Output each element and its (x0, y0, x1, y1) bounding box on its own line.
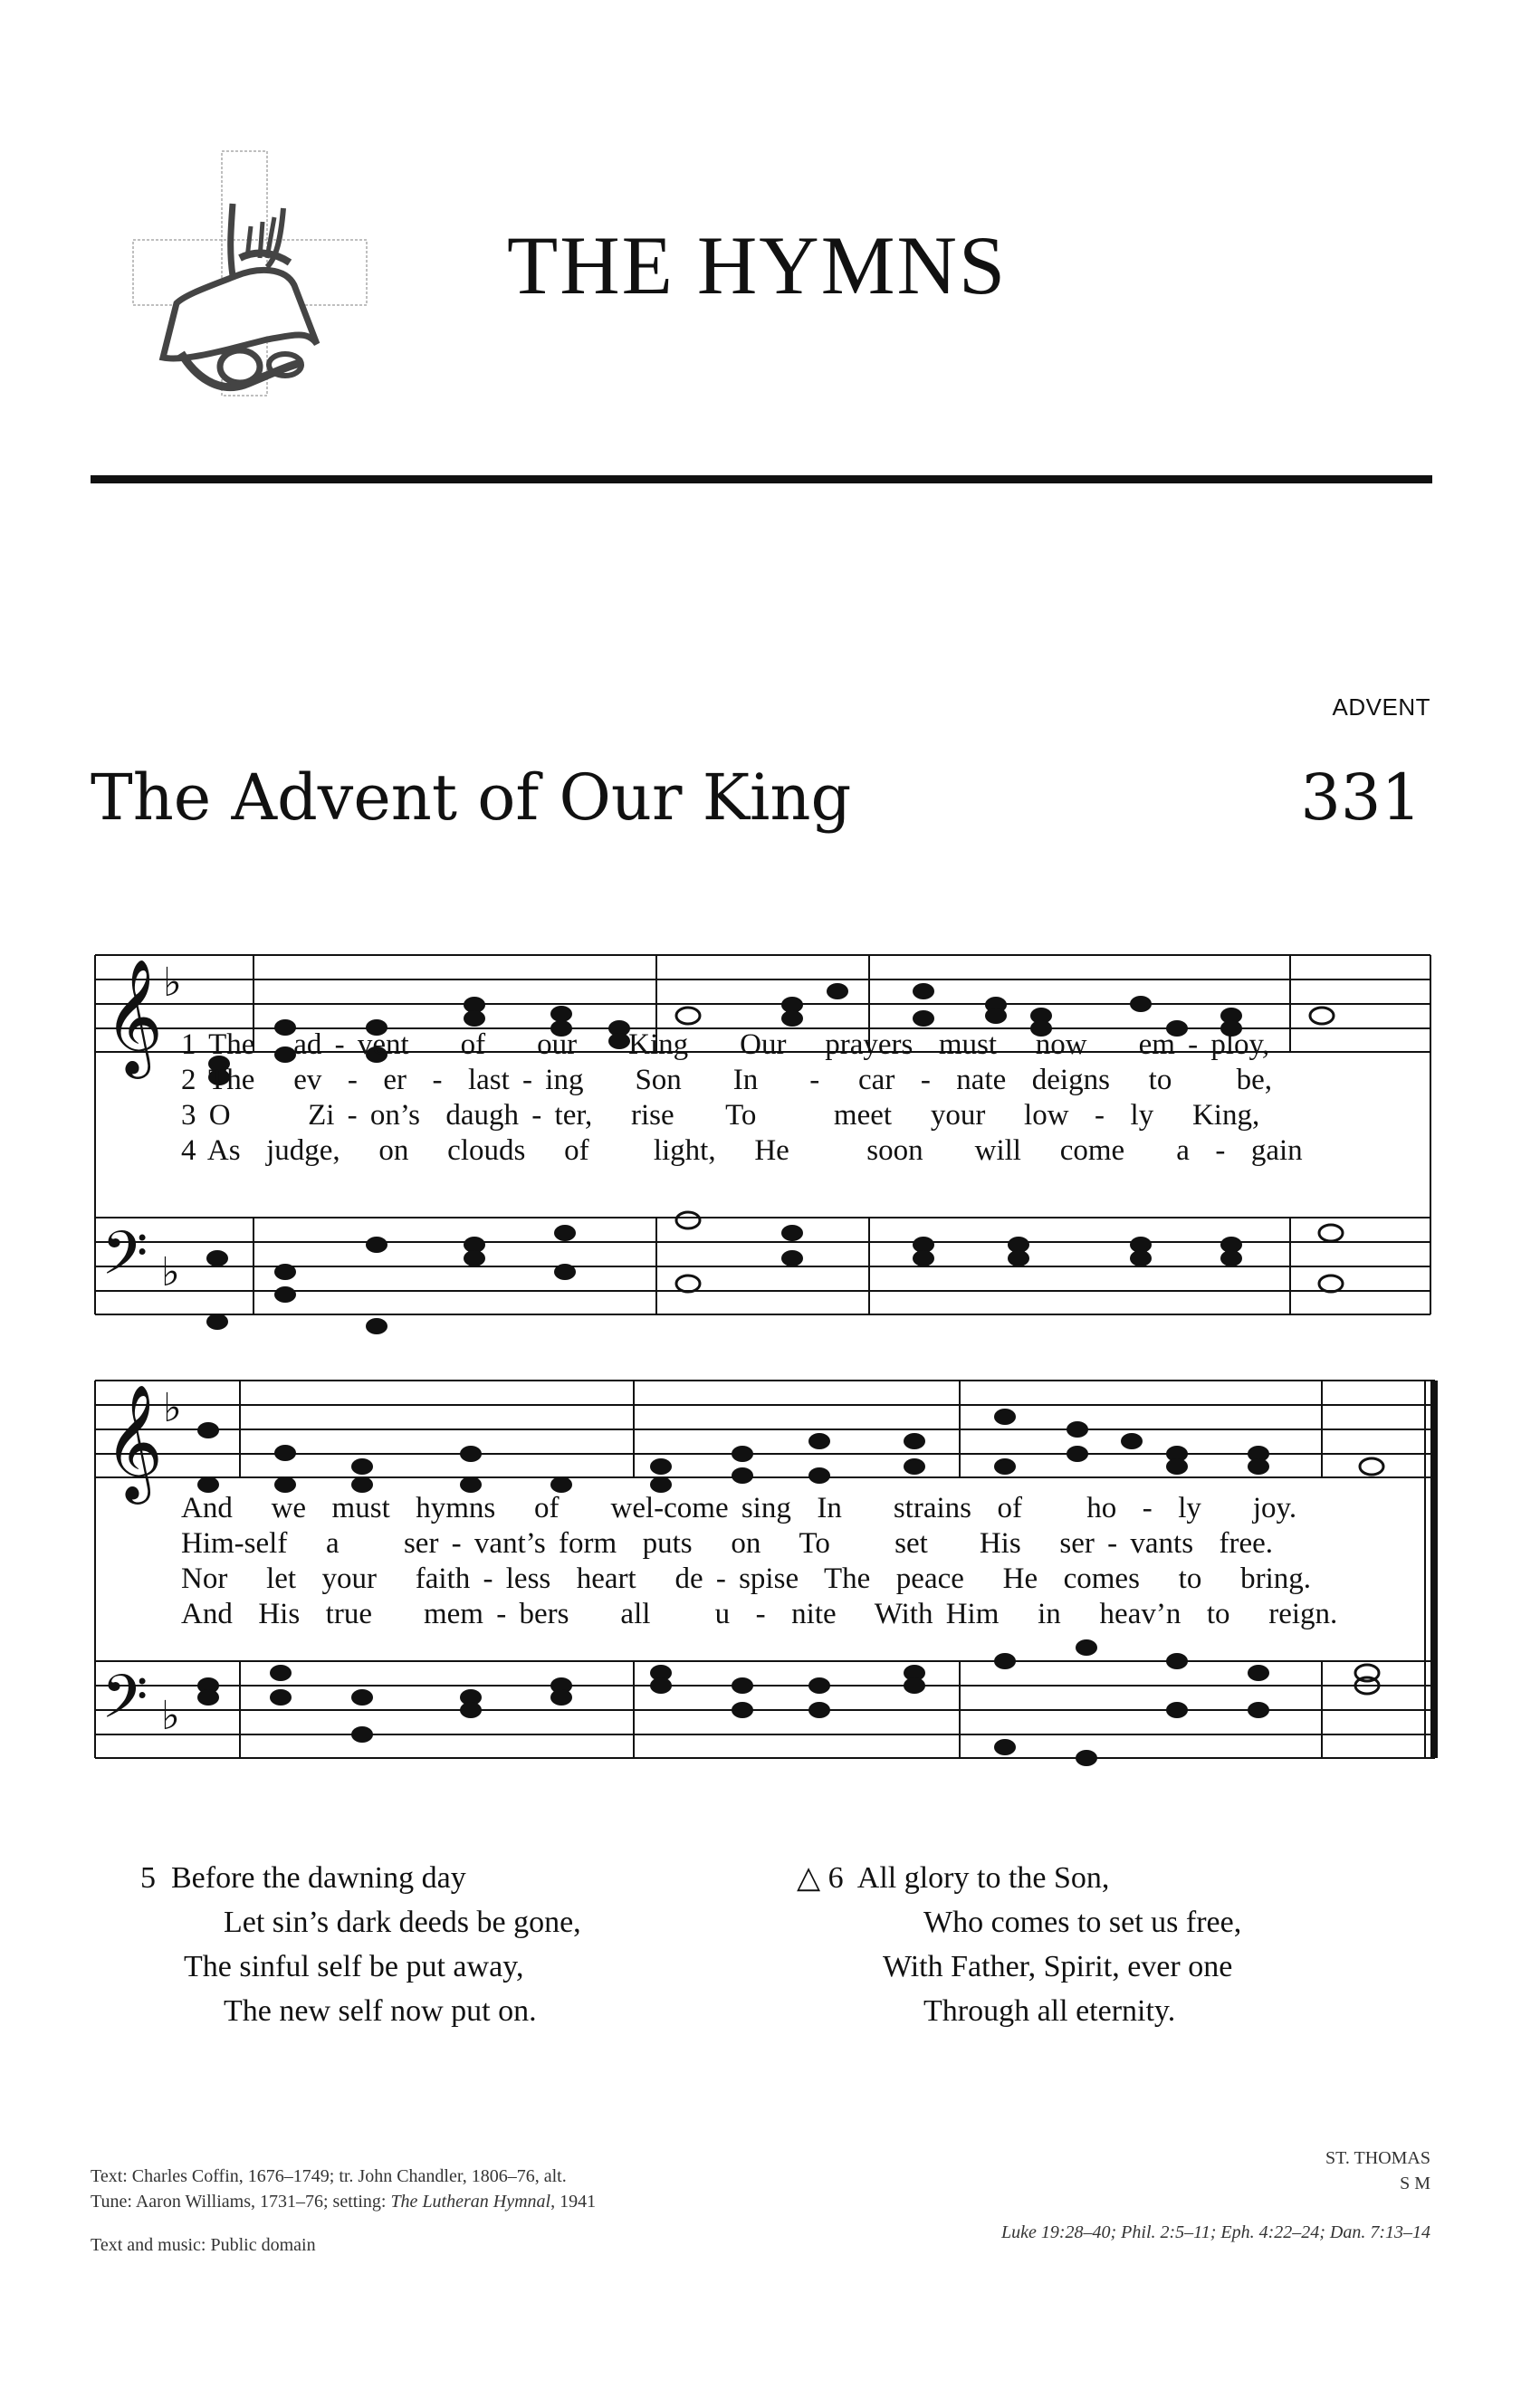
bass-clef-icon: 𝄢 (101, 1218, 148, 1303)
stanza-line: Let sin’s dark deeds be gone, (224, 1906, 581, 1939)
treble-staff-2 (95, 1381, 1435, 1477)
lyric-line-verse-4b: And His true mem - bers all u - nite With Him in heav’n to reign. (181, 1598, 1338, 1630)
lyric-line-verse-3b: Nor let your faith - less heart de - spise The peace He comes to bring. (181, 1562, 1311, 1595)
stanza-5 (140, 1856, 581, 2033)
svg-text:♭: ♭ (163, 1385, 182, 1431)
stanza-line: Who comes to set us free, (923, 1906, 1242, 1939)
section-label: ADVENT (1332, 693, 1430, 721)
credits-right (1001, 2145, 1430, 2245)
stanza-line: The sinful self be put away, (184, 1950, 524, 1983)
lyric-line-verse-1b: And we must hymns of wel-come sing In strains of ho - ly joy. (181, 1492, 1297, 1524)
lyric-line-verse-4a: 4 As judge, on clouds of light, He soon will come a - gain (181, 1134, 1303, 1167)
tune-name: ST. THOMAS (1325, 2148, 1430, 2168)
lyric-line-verse-1a: 1 The ad - vent of our King Our prayers must now em - ploy, (181, 1028, 1270, 1061)
stanza-number: 5 (140, 1861, 156, 1895)
stanza-line: All glory to the Son, (856, 1861, 1110, 1895)
stanza-line: Before the dawning day (171, 1861, 466, 1895)
text-credit: Text: Charles Coffin, 1676–1749; tr. John Chandler, 1806–76, alt. (91, 2166, 567, 2186)
stanza-line: Through all eternity. (923, 1994, 1176, 2028)
triangle-marker-icon: △ (797, 1861, 821, 1895)
lyric-line-verse-3a: 3 O Zi - on’s daugh - ter, rise To meet your low - ly King, (181, 1099, 1260, 1132)
svg-text:♭: ♭ (161, 1693, 180, 1739)
page-header-title: THE HYMNS (507, 219, 1008, 311)
bass-staff-2 (95, 1661, 1435, 1758)
svg-text:𝄞: 𝄞 (104, 1383, 164, 1499)
svg-text:♭: ♭ (161, 1249, 180, 1295)
tune-credit: Tune: Aaron Williams, 1731–76; setting: The Lutheran Hymnal, 1941 (91, 2192, 597, 2212)
copyright-notice: Text and music: Public domain (91, 2235, 316, 2255)
hymn-title: The Advent of Our King (91, 760, 852, 835)
treble-clef-icon: 𝄞 (104, 958, 164, 1074)
flat-icon: ♭ (163, 960, 182, 1006)
stanza-number: 6 (827, 1861, 844, 1895)
lyric-line-verse-2a: 2 The ev - er - last - ing Son In - car - nate deigns to be, (181, 1064, 1272, 1096)
stanza-line: With Father, Spirit, ever one (883, 1950, 1233, 1983)
stanza-line: The new self now put on. (224, 1994, 537, 2028)
scripture-references: Luke 19:28–40; Phil. 2:5–11; Eph. 4:22–24; Dan. 7:13–14 (1000, 2222, 1430, 2242)
svg-text:𝄢: 𝄢 (101, 1662, 148, 1746)
meter: S M (1400, 2174, 1430, 2193)
lyric-line-verse-2b: Him-self a ser - vant’s form puts on To set His ser - vants free. (181, 1527, 1274, 1560)
credits-left (91, 2164, 596, 2258)
hymn-number: 331 (1300, 760, 1421, 835)
stanza-6 (797, 1856, 1241, 2033)
